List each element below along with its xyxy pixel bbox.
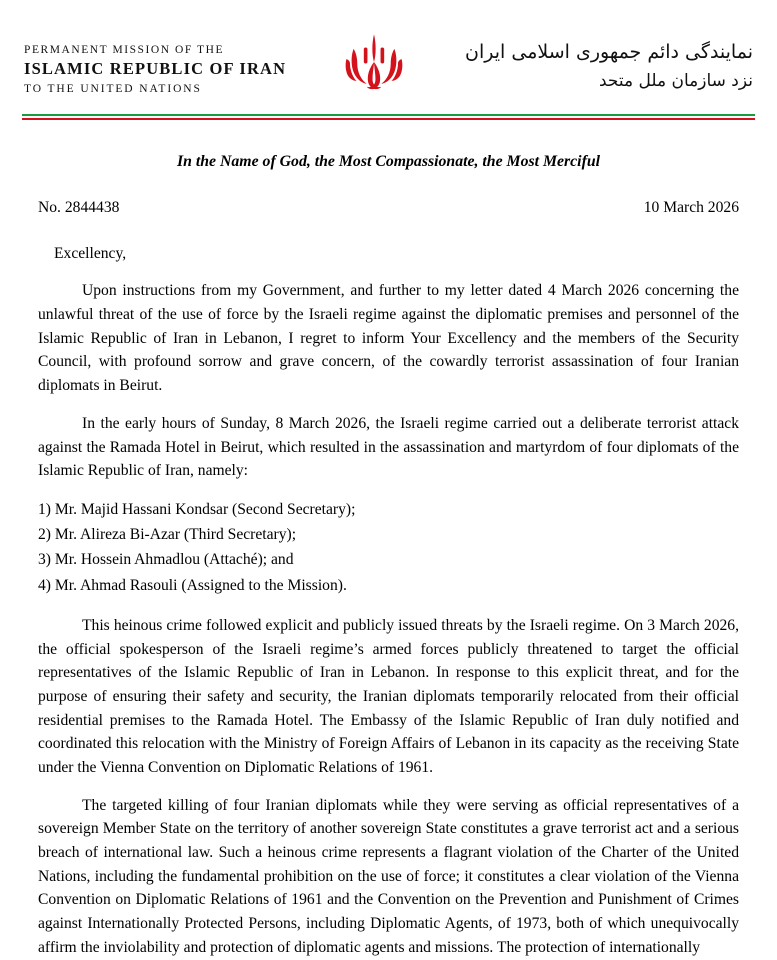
letterhead-farsi-line-2: نزد سازمان ملل متحد	[598, 70, 753, 91]
reference-line	[38, 196, 739, 220]
list-item: 3) Mr. Hossein Ahmadlou (Attaché); and	[38, 551, 294, 569]
tricolour-divider	[0, 114, 777, 120]
paragraph-4: The targeted killing of four Iranian diplomats while they were serving as official representatives of a sovereign Member State on the territory of another sovereign State constitutes a grave terrorist act and a serious breach of international law. Such a heinous crime represents a flagrant violation of the Charter of the United Nations, including the fundamental prohibition on the use of force; it constitutes a clear violation of the Vienna Convention on Diplomatic Relations of 1961 and the Convention on the Prevention and Punishment of Crimes against Internationally Protected Persons, including Diplomatic Agents, of 1973, both of which unequivocally affirm the inviolability and protection of diplomatic agents and missions. The protection of internationally	[38, 796, 739, 956]
paragraph-2: In the early hours of Sunday, 8 March 2026, the Israeli regime carried out a deliberate terrorist attack against the Ramada Hotel in Beirut, which resulted in the assassination and martyrdom of four diplomats of the Islamic Republic of Iran, namely:	[38, 414, 739, 480]
letterhead-english-title	[24, 28, 287, 95]
victims-list	[38, 497, 739, 598]
list-item: 4) Mr. Ahmad Rasouli (Assigned to the Mission).	[38, 576, 347, 594]
letterhead-line-2: ISLAMIC REPUBLIC OF IRAN	[24, 59, 287, 78]
letterhead-farsi-title	[465, 28, 753, 94]
letterhead-line-1: PERMANENT MISSION OF THE	[24, 44, 225, 56]
bismillah-heading: In the Name of God, the Most Compassionate, the Most Merciful	[176, 153, 601, 170]
letter-body	[0, 150, 777, 960]
iran-emblem-icon	[337, 30, 411, 94]
letterhead-farsi-line-1: نمایندگی دائم جمهوری اسلامی ایران	[465, 41, 753, 63]
paragraph-3: This heinous crime followed explicit and publicly issued threats by the Israeli regime. On 3 March 2026, the official spokesperson of the Israeli regime’s armed forces publicly threatened to target the official representatives of the Islamic Republic of Iran in Lebanon. In response to this explicit threat, and for the purpose of ensuring their safety and security, the Iranian diplomats temporarily relocated from their official residential premises to the Ramada Hotel. The Embassy of the Islamic Republic of Iran duly notified and coordinated this relocation with the Ministry of Foreign Affairs of Lebanon in its capacity as the receiving State under the Vienna Convention on Diplomatic Relations of 1961.	[38, 616, 739, 776]
paragraph-1: Upon instructions from my Government, and further to my letter dated 4 March 2026 concerning the unlawful threat of the use of force by the Israeli regime against the diplomatic premises and personnel of the Islamic Republic of Iran in Lebanon, I regret to inform Your Excellency and the members of the Security Council, with profound sorrow and grave concern, of the cowardly terrorist assassination of four Iranian diplomats in Beirut.	[38, 282, 739, 395]
list-item: 2) Mr. Alireza Bi-Azar (Third Secretary);	[38, 526, 297, 544]
letterhead	[0, 0, 777, 95]
divider-red-rule	[22, 118, 755, 120]
emblem-container	[314, 28, 434, 94]
list-item: 1) Mr. Majid Hassani Kondsar (Second Secretary);	[38, 500, 356, 518]
salutation: Excellency,	[54, 244, 127, 262]
letterhead-line-3: TO THE UNITED NATIONS	[24, 83, 202, 95]
letter-date: 10 March 2026	[643, 199, 739, 216]
reference-number: No. 2844438	[38, 199, 120, 216]
